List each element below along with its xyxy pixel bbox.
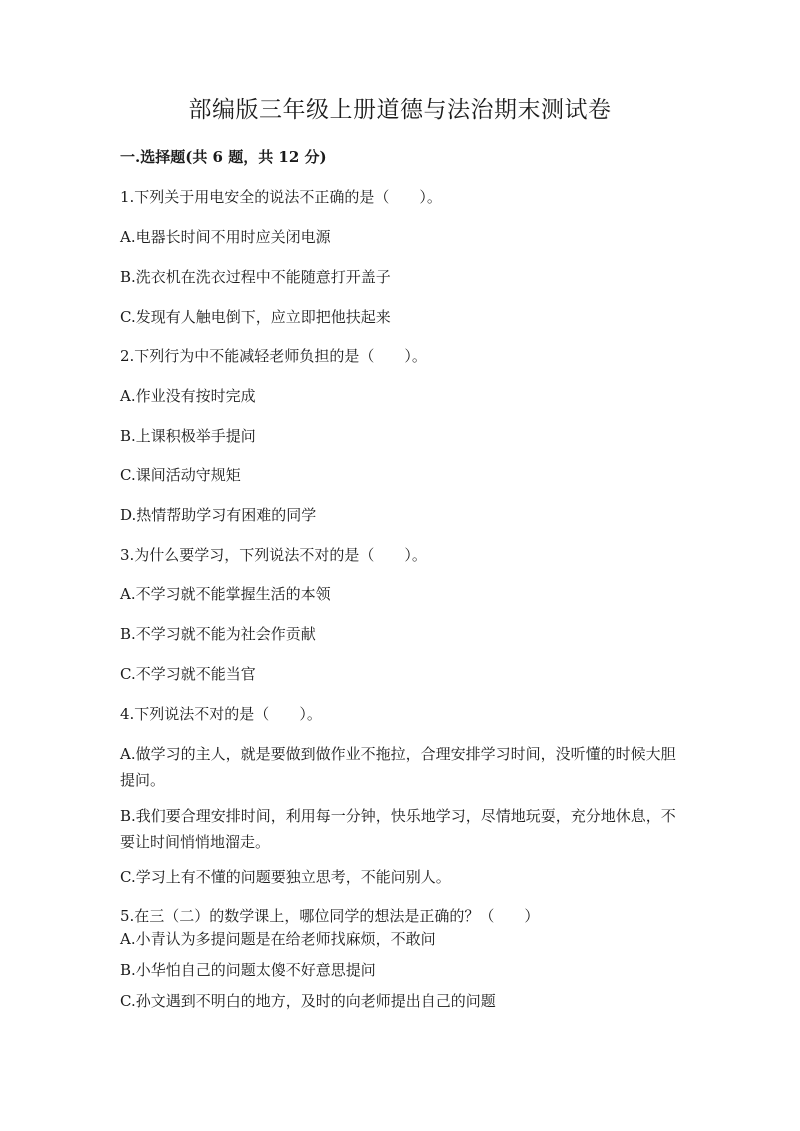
- option-5c: C.孙文遇到不明白的地方，及时的向老师提出自己的问题: [120, 992, 496, 1010]
- option-2b: B.上课积极举手提问: [120, 427, 256, 445]
- option-4b: B.我们要合理安排时间，利用每一分钟，快乐地学习，尽情地玩耍，充分地休息，不要让时间悄悄地溜走。: [120, 807, 676, 851]
- question-stem-2: 2.下列行为中不能减轻老师负担的是（ ）。: [120, 347, 427, 365]
- option-4a: A.做学习的主人，就是要做到做作业不拖拉，合理安排学习时间，没听懂的时候大胆提问。: [120, 745, 676, 789]
- option-1b: B.洗衣机在洗衣过程中不能随意打开盖子: [120, 268, 391, 286]
- option-3a: A.不学习就不能掌握生活的本领: [120, 585, 331, 603]
- option-2c: C.课间活动守规矩: [120, 466, 241, 484]
- option-3b: B.不学习就不能为社会作贡献: [120, 625, 316, 643]
- option-5a: A.小青认为多提问题是在给老师找麻烦，不敢问: [120, 930, 436, 948]
- question-stem-4: 4.下列说法不对的是（ ）。: [120, 705, 322, 723]
- question-stem-3: 3.为什么要学习，下列说法不对的是（ ）。: [120, 546, 427, 564]
- option-3c: C.不学习就不能当官: [120, 665, 256, 683]
- section-heading: 一.选择题(共 6 题，共 12 分): [120, 148, 327, 166]
- option-2d: D.热情帮助学习有困难的同学: [120, 506, 317, 524]
- exam-title: 部编版三年级上册道德与法治期末测试卷: [188, 97, 612, 123]
- question-stem-5: 5.在三（二）的数学课上，哪位同学的想法是正确的？（ ）: [120, 907, 540, 925]
- option-1a: A.电器长时间不用时应关闭电源: [120, 228, 331, 246]
- option-5b: B.小华怕自己的问题太傻不好意思提问: [120, 961, 376, 979]
- option-1c: C.发现有人触电倒下，应立即把他扶起来: [120, 308, 391, 326]
- question-stem-1: 1.下列关于用电安全的说法不正确的是（ ）。: [120, 188, 442, 206]
- option-2a: A.作业没有按时完成: [120, 387, 256, 405]
- option-4c: C.学习上有不懂的问题要独立思考，不能问别人。: [120, 868, 451, 886]
